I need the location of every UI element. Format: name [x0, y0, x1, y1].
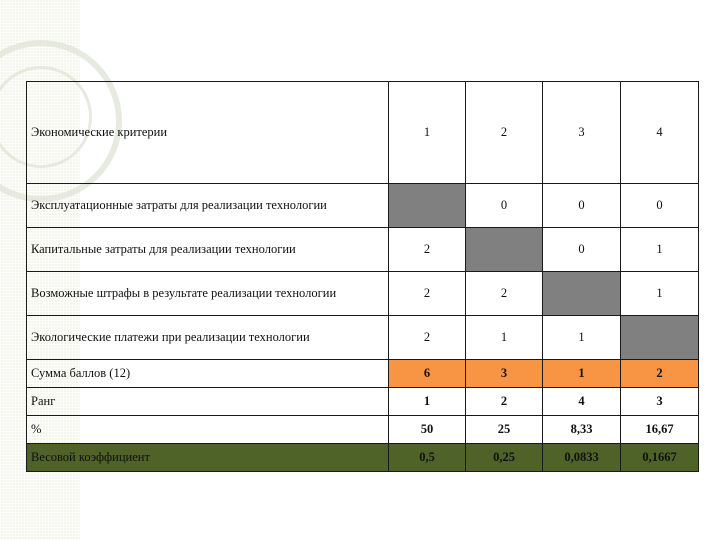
header-row — [27, 82, 699, 184]
weight-row-label: Весовой коэффициент — [27, 444, 389, 472]
table-row — [27, 316, 699, 360]
value-cell: 2 — [389, 272, 466, 316]
rank-cell: 4 — [543, 388, 621, 416]
sum-cell: 3 — [466, 360, 543, 388]
percent-cell: 50 — [389, 416, 466, 444]
value-cell: 2 — [466, 272, 543, 316]
diagonal-cell — [543, 272, 621, 316]
weight-cell: 0,0833 — [543, 444, 621, 472]
value-cell: 0 — [621, 184, 699, 228]
percent-cell: 16,67 — [621, 416, 699, 444]
sum-cell: 1 — [543, 360, 621, 388]
value-cell: 0 — [543, 228, 621, 272]
percent-row — [27, 416, 699, 444]
weight-cell: 0,5 — [389, 444, 466, 472]
sum-cell: 6 — [389, 360, 466, 388]
rank-cell: 3 — [621, 388, 699, 416]
sum-row-label: Сумма баллов (12) — [27, 360, 389, 388]
header-col-4: 4 — [621, 82, 699, 184]
diagonal-cell — [389, 184, 466, 228]
weight-cell: 0,25 — [466, 444, 543, 472]
percent-cell: 25 — [466, 416, 543, 444]
criteria-table — [26, 81, 699, 472]
diagonal-cell — [466, 228, 543, 272]
value-cell: 1 — [466, 316, 543, 360]
table-row — [27, 272, 699, 316]
weight-row — [27, 444, 699, 472]
value-cell: 0 — [466, 184, 543, 228]
header-col-2: 2 — [466, 82, 543, 184]
sum-row — [27, 360, 699, 388]
header-col-1: 1 — [389, 82, 466, 184]
value-cell: 1 — [621, 228, 699, 272]
diagonal-cell — [621, 316, 699, 360]
percent-cell: 8,33 — [543, 416, 621, 444]
row-label: Возможные штрафы в результате реализации технологии — [27, 272, 389, 316]
table-row — [27, 184, 699, 228]
rank-cell: 1 — [389, 388, 466, 416]
header-title: Экономические критерии — [27, 82, 389, 184]
rank-cell: 2 — [466, 388, 543, 416]
header-col-3: 3 — [543, 82, 621, 184]
rank-row — [27, 388, 699, 416]
percent-row-label: % — [27, 416, 389, 444]
value-cell: 1 — [621, 272, 699, 316]
value-cell: 2 — [389, 316, 466, 360]
weight-cell: 0,1667 — [621, 444, 699, 472]
value-cell: 0 — [543, 184, 621, 228]
table-row — [27, 228, 699, 272]
value-cell: 1 — [543, 316, 621, 360]
sum-cell: 2 — [621, 360, 699, 388]
value-cell: 2 — [389, 228, 466, 272]
row-label: Экологические платежи при реализации технологии — [27, 316, 389, 360]
row-label: Эксплуатационные затраты для реализации технологии — [27, 184, 389, 228]
rank-row-label: Ранг — [27, 388, 389, 416]
row-label: Капитальные затраты для реализации технологии — [27, 228, 389, 272]
